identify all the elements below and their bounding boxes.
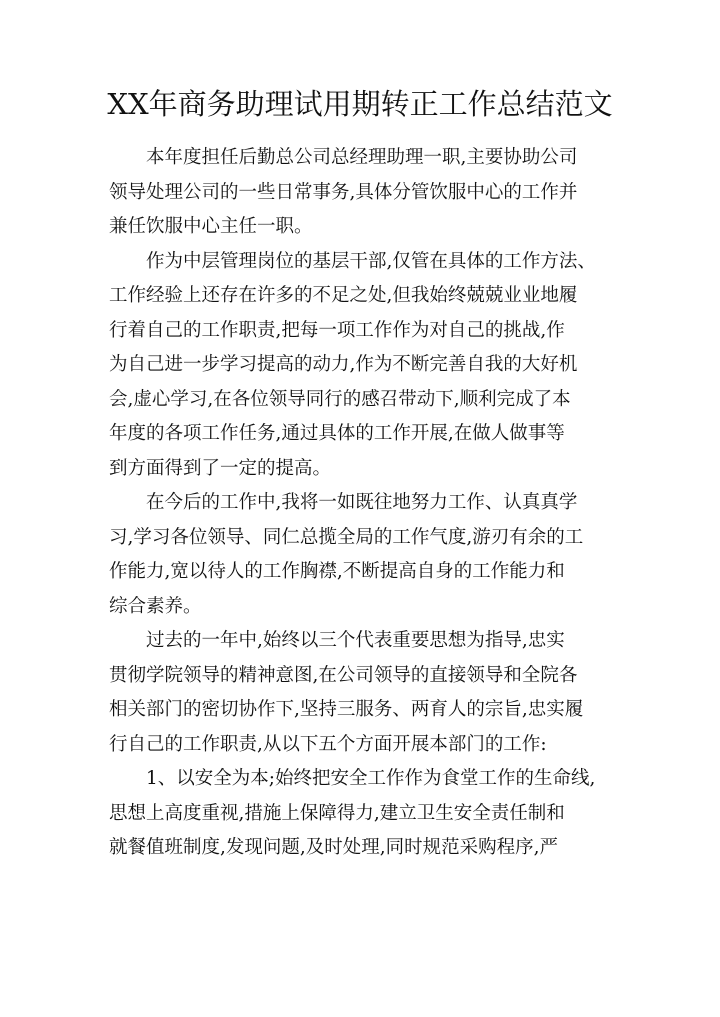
text-line: 到方面得到了一定的提高。 [109,457,332,479]
text-line: 兼任饮服中心主任一职。 [109,216,313,237]
text-line: 就餐值班制度,发现问题,及时处理,同时规范采购程序,严 [109,837,559,858]
text-line: 行自己的工作职责,从以下五个方面开展本部门的工作: [109,733,547,755]
paragraph [109,141,619,245]
text-line: 综合素养。 [109,595,202,617]
text-line: 习,学习各位领导、同仁总揽全局的工作气度,游刃有余的工 [109,526,584,548]
paragraph [109,762,619,866]
text-line: 为自己进一步学习提高的动力,作为不断完善自我的大好机 [109,354,578,375]
text-line: 1、以安全为本;始终把安全工作作为食堂工作的生命线, [146,768,596,789]
text-line: 贯彻学院领导的精神意图,在公司领导的直接领导和全院各 [109,664,578,686]
text-line: 过去的一年中,始终以三个代表重要思想为指导,忠实 [146,630,565,651]
paragraph [109,486,619,624]
paragraph [109,245,619,487]
text-line: 工作经验上还存在许多的不足之处,但我始终兢兢业业地履 [109,285,578,306]
text-line: 思想上高度重视,措施上保障得力,建立卫生安全责任制和 [109,802,565,824]
document-body [109,141,619,866]
text-line: 年度的各项工作任务,通过具体的工作开展,在做人做事等 [109,423,565,444]
text-line: 在今后的工作中,我将一如既往地努力工作、认真真学 [146,492,578,513]
text-line: 领导处理公司的一些日常事务,具体分管饮服中心的工作并 [109,181,578,203]
text-line: 会,虚心学习,在各位领导同行的感召带动下,顺利完成了本 [109,388,571,410]
text-line: 作为中层管理岗位的基层干部,仅管在具体的工作方法、 [146,250,596,272]
text-line: 作能力,宽以待人的工作胸襟,不断提高自身的工作能力和 [109,561,565,582]
text-line: 相关部门的密切协作下,坚持三服务、两育人的宗旨,忠实履 [109,699,584,720]
text-line: 本年度担任后勤总公司总经理助理一职,主要协助公司 [146,147,578,168]
document-title: XX年商务助理试用期转正工作总结范文 [107,87,613,121]
paragraph [109,624,619,762]
text-line: 行着自己的工作职责,把每一项工作作为对自己的挑战,作 [109,319,565,341]
